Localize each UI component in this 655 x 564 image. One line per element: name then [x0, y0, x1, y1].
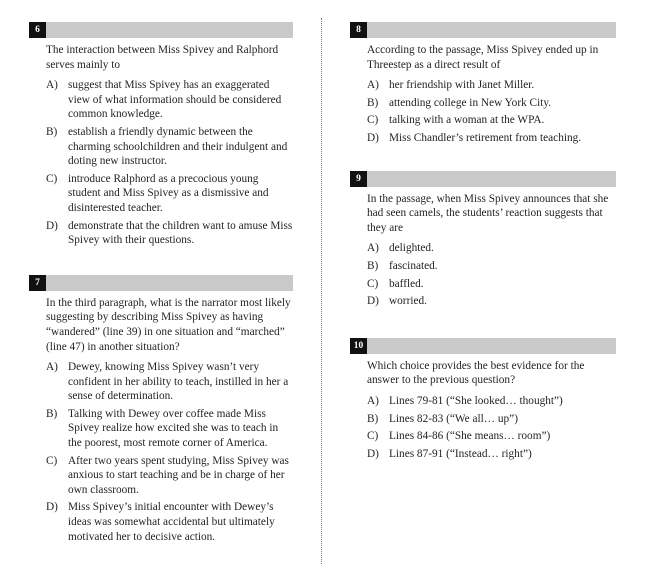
- choice-letter: D): [367, 295, 379, 308]
- answer-choice[interactable]: [350, 447, 616, 462]
- choice-text: talking with a woman at the WPA.: [389, 114, 545, 127]
- question-number: 10: [350, 338, 367, 354]
- answer-choice[interactable]: [350, 78, 616, 93]
- choice-letter: D): [367, 447, 379, 460]
- choice-letter: B): [367, 96, 379, 109]
- choice-text: establish a friendly dynamic between the charming schoolchildren and their indulgent and doting new instructor.: [68, 125, 288, 168]
- choice-text: Talking with Dewey over coffee made Miss Spivey realize how excited she was to teach in the poorest, most remote corner of America.: [68, 407, 279, 450]
- answer-choice[interactable]: [29, 219, 293, 248]
- question-9: [350, 171, 616, 309]
- choice-text: After two years spent studying, Miss Spivey was anxious to start teaching and be in charge of her own classroom.: [68, 454, 289, 496]
- choice-letter: A): [46, 79, 58, 92]
- choice-text: Miss Spivey’s initial encounter with Dewey’s ideas was somewhat accidental but ultimately motivated her to decisive action.: [68, 501, 275, 543]
- answer-choice[interactable]: [350, 277, 616, 292]
- right-column: [350, 22, 616, 464]
- choice-text: worried.: [389, 295, 427, 308]
- answer-choice[interactable]: [350, 241, 616, 256]
- answer-choice[interactable]: [350, 96, 616, 111]
- question-number: 9: [350, 171, 367, 187]
- answer-choice[interactable]: [350, 113, 616, 128]
- answer-choice[interactable]: [350, 412, 616, 427]
- answer-choice[interactable]: [29, 172, 293, 216]
- answer-choices: [29, 360, 293, 544]
- choice-letter: C): [46, 454, 58, 467]
- choice-text: Miss Chandler’s retirement from teaching.: [389, 131, 582, 144]
- answer-choices: [29, 78, 293, 248]
- column-divider: [321, 18, 322, 564]
- choice-text: her friendship with Janet Miller.: [389, 79, 535, 92]
- choice-letter: D): [367, 131, 379, 144]
- answer-choice[interactable]: [350, 429, 616, 444]
- choice-letter: A): [367, 394, 379, 407]
- choice-text: delighted.: [389, 242, 434, 255]
- choice-letter: A): [46, 361, 58, 374]
- answer-choices: [350, 241, 616, 308]
- choice-text: Dewey, knowing Miss Spivey wasn’t very confident in her ability to teach, instilled in her a sense of determination.: [68, 361, 289, 403]
- choice-text: demonstrate that the children want to amuse Miss Spivey with their questions.: [68, 219, 293, 247]
- question-stem: In the passage, when Miss Spivey announces that she had seen camels, the students’ reaction suggests that they are: [367, 192, 609, 234]
- choice-letter: B): [46, 407, 58, 420]
- question-header-bar: [350, 171, 616, 187]
- choice-letter: A): [367, 242, 379, 255]
- question-stem: The interaction between Miss Spivey and Ralphord serves mainly to: [46, 44, 279, 71]
- question-header-bar: [350, 22, 616, 38]
- answer-choices: [350, 78, 616, 145]
- answer-choices: [350, 394, 616, 461]
- choice-text: introduce Ralphord as a precocious young student and Miss Spivey as a dismissive and disinterested teacher.: [68, 172, 269, 214]
- answer-choice[interactable]: [29, 360, 293, 404]
- answer-choice[interactable]: [29, 125, 293, 169]
- choice-letter: B): [367, 259, 379, 272]
- choice-letter: C): [367, 277, 379, 290]
- question-number: 6: [29, 22, 46, 38]
- choice-text: Lines 84-86 (“She means… room”): [389, 430, 551, 443]
- left-column: [29, 22, 293, 547]
- choice-text: Lines 79-81 (“She looked… thought”): [389, 394, 563, 407]
- choice-letter: C): [367, 430, 379, 443]
- answer-choice[interactable]: [350, 294, 616, 309]
- choice-text: Lines 87-91 (“Instead… right”): [389, 447, 532, 460]
- question-7: [29, 275, 293, 545]
- answer-choice[interactable]: [29, 78, 293, 122]
- answer-choice[interactable]: [350, 259, 616, 274]
- choice-letter: B): [367, 412, 379, 425]
- choice-text: Lines 82-83 (“We all… up”): [389, 412, 518, 425]
- question-number: 7: [29, 275, 46, 291]
- choice-text: suggest that Miss Spivey has an exaggerated view of what information should be considered common knowledge.: [68, 79, 282, 121]
- choice-letter: C): [46, 172, 58, 185]
- question-10: [350, 338, 616, 462]
- answer-choice[interactable]: [29, 407, 293, 451]
- answer-choice[interactable]: [350, 394, 616, 409]
- answer-choice[interactable]: [29, 454, 293, 498]
- question-8: [350, 22, 616, 146]
- answer-choice[interactable]: [350, 131, 616, 146]
- question-6: [29, 22, 293, 248]
- question-header-bar: [350, 338, 616, 354]
- question-stem: In the third paragraph, what is the narrator most likely suggesting by describing Miss Spivey as having “wandered” (line 39) in one situation and “marched” (line 47) in another situation?: [46, 296, 291, 353]
- choice-letter: D): [46, 501, 58, 514]
- question-stem: Which choice provides the best evidence for the answer to the previous question?: [367, 359, 585, 387]
- choice-letter: C): [367, 114, 379, 127]
- question-header-bar: [29, 275, 293, 291]
- choice-letter: D): [46, 219, 58, 232]
- choice-letter: A): [367, 79, 379, 92]
- choice-text: attending college in New York City.: [389, 96, 552, 109]
- choice-text: fascinated.: [389, 259, 438, 272]
- question-header-bar: [29, 22, 293, 38]
- question-number: 8: [350, 22, 367, 38]
- choice-text: baffled.: [389, 277, 424, 290]
- choice-letter: B): [46, 125, 58, 138]
- answer-choice[interactable]: [29, 500, 293, 544]
- question-stem: According to the passage, Miss Spivey ended up in Threestep as a direct result of: [367, 44, 599, 71]
